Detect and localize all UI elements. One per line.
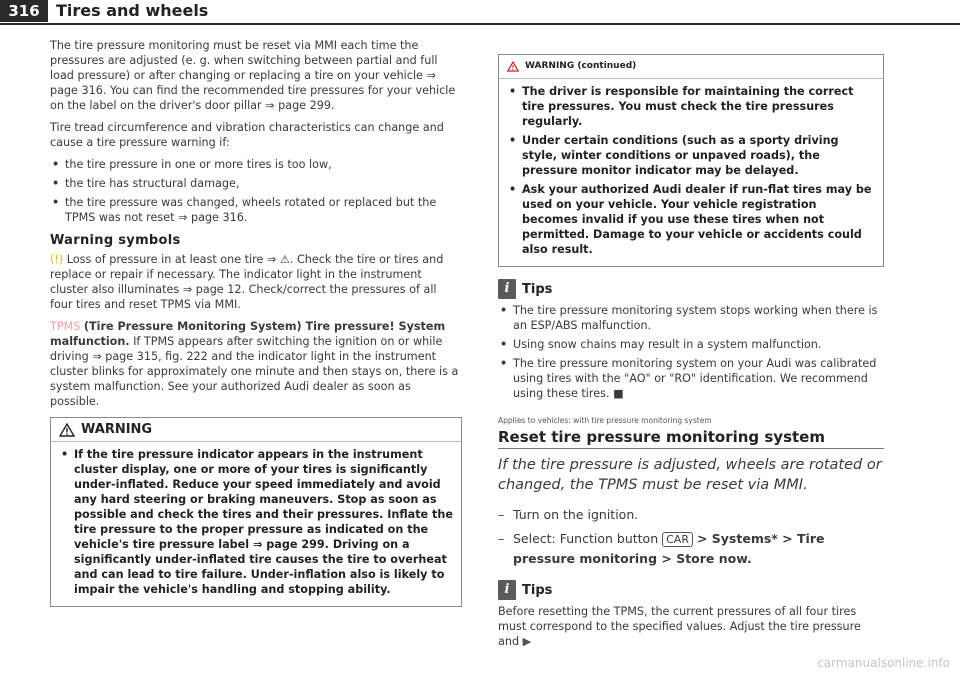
section-title: Reset tire pressure monitoring system <box>498 430 884 449</box>
paragraph-tread: Tire tread circumference and vibration characteristics can change and cause a tire pressure warning if: <box>50 121 444 149</box>
list-item: • The tire pressure monitoring system on your Audi was calibrated using tires with the "AO" or "RO" identification. We recommend using these tires. ■ <box>498 356 884 401</box>
tips-header <box>498 279 884 299</box>
warning-continued-box <box>498 54 884 267</box>
step-item: – Turn on the ignition. <box>498 505 884 524</box>
warning-box <box>50 417 462 607</box>
step-path: > Systems* > Tire pressure monitoring > Store now. <box>513 531 825 566</box>
paragraph-tips-reset <box>498 604 884 649</box>
warning-title: WARNING <box>81 422 153 437</box>
tips-title: Tips <box>522 582 553 598</box>
list-item: • the tire pressure in one or more tires is too low, <box>50 157 462 172</box>
warning-body <box>51 442 461 606</box>
warning-symbols-heading: Warning symbols <box>50 233 181 248</box>
paragraph-loss-of-pressure <box>50 252 462 312</box>
paragraph-system-malfunction <box>50 319 462 409</box>
tire-pressure-indicator-icon: (!) <box>50 253 64 266</box>
list-item: • the tire has structural damage, <box>50 176 462 191</box>
left-column <box>50 38 462 615</box>
warning-continued-header <box>499 55 883 79</box>
step-item <box>498 529 884 568</box>
step-text: Select: Function button <box>513 531 659 546</box>
list-item: • Using snow chains may result in a system malfunction. <box>498 337 884 352</box>
list-item: • The driver is responsible for maintaining the correct tire pressures. You must check the tire pressures regularly. <box>507 84 875 129</box>
info-icon: i <box>498 580 516 600</box>
section-intro: If the tire pressure is adjusted, wheels are rotated or changed, the TPMS must be reset via MMI. <box>498 457 882 493</box>
warning-continued-title: WARNING (continued) <box>525 61 637 71</box>
list-item: • The tire pressure monitoring system stops working when there is an ESP/ABS malfunction. <box>498 303 884 333</box>
chapter-title: Tires and wheels <box>56 1 209 20</box>
watermark: carmanualsonline.info <box>817 656 950 670</box>
tpms-indicator-icon: TPMS <box>50 320 81 333</box>
right-column <box>498 54 884 656</box>
list-item: • Under certain conditions (such as a sporty driving style, winter conditions or unpaved roads), the pressure monitor indicator may be delayed. <box>507 133 875 178</box>
tpms-label: (Tire Pressure Monitoring System) Tire pressure! System malfunction. <box>50 320 446 348</box>
tips-header <box>498 580 884 600</box>
page-number: 316 <box>0 0 48 22</box>
list-item: • the tire pressure was changed, wheels rotated or replaced but the TPMS was not reset ⇒ page 316. <box>50 195 462 225</box>
warning-continued-body <box>499 79 883 266</box>
warning-triangle-icon <box>507 61 519 72</box>
warning-text: • If the tire pressure indicator appears in the instrument cluster display, one or more of your tires is significantly under-inflated. Reduce your speed immediately and avoid any hard steering or braking maneuvers. Stop as soon as possible and check the tires and their pressures. Inflate the tire pressure to the proper pressure as indicated on the vehicle's tire pressure label ⇒ page 299. Driving on a significantly under-inflated tire causes the tire to overheat and can lead to tire failure. Under-inflation also is likely to impair the vehicle's handling and stopping ability. <box>59 447 453 597</box>
paragraph-reset-info: The tire pressure monitoring must be reset via MMI each time the pressures are adjusted (e. g. when switching between partial and full load pressure) or after changing or replacing a tire on your vehicle ⇒ page 316. You can find the recommended tire pressures for your vehicle on the label on the driver's door pillar ⇒ page 299. <box>50 39 456 112</box>
warning-header <box>51 418 461 442</box>
warning-triangle-icon <box>59 423 75 437</box>
malfunction-text: If TPMS appears after switching the ignition on or while driving ⇒ page 315, fig. 222 and the indicator light in the instrument cluster blinks for approximately one minute and then stays on, there is a system malfunction. See your authorized Audi dealer as soon as possible. <box>50 335 459 408</box>
loss-of-pressure-text: Loss of pressure in at least one tire ⇒ ⚠. Check the tire or tires and replace or repair if necessary. The indicator light in the instrument cluster also illuminates ⇒ page 12. Check/correct the pressures of all four tires and reset TPMS via MMI. <box>50 253 444 311</box>
car-button-glyph: CAR <box>662 532 693 547</box>
continue-arrow-icon: ▶ <box>522 635 532 648</box>
tips-reset-text: Before resetting the TPMS, the current pressures of all four tires must correspond to the specified values. Adjust the tire pressure and <box>498 605 861 648</box>
header-rule <box>0 23 960 25</box>
applies-to-note: Applies to vehicles: with tire pressure monitoring system <box>498 416 712 425</box>
list-item: • Ask your authorized Audi dealer if run-flat tires may be used on your vehicle. Your vehicle registration becomes invalid if you use these tires when not permitted. Damage to your vehicle or accidents could also result. <box>507 182 875 257</box>
info-icon: i <box>498 279 516 299</box>
tips-title: Tips <box>522 281 553 297</box>
